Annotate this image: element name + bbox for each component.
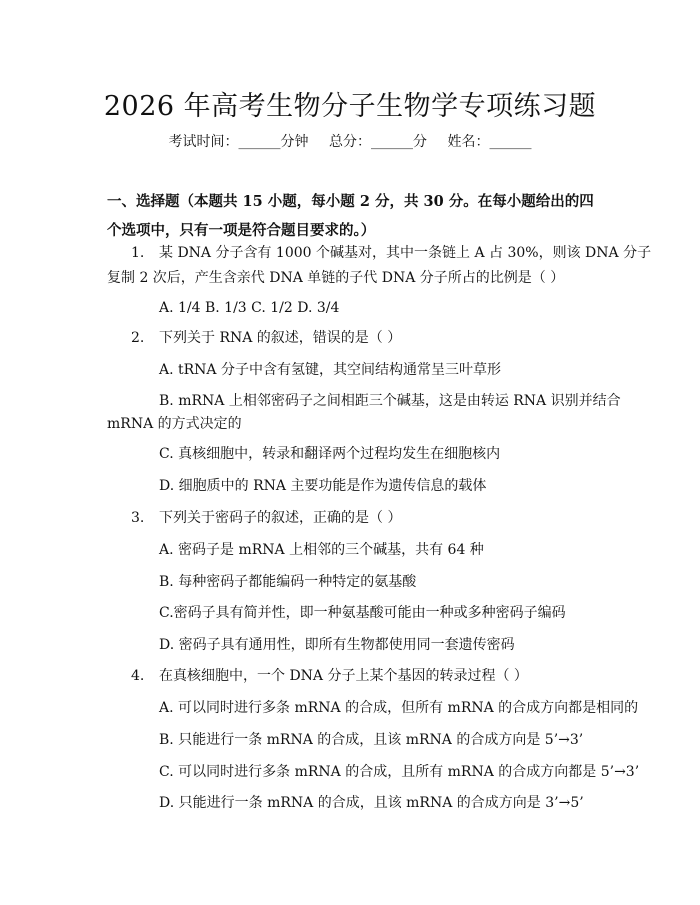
question-3-option-d: D. 密码子具有通用性，即所有生物都使用同一套遗传密码 (159, 637, 515, 653)
question-1-options: A. 1/4 B. 1/3 C. 1/2 D. 3/4 (159, 300, 340, 316)
question-text: 某 DNA 分子含有 1000 个碱基对，其中一条链上 A 占 30%，则该 DNA 分子 (159, 245, 652, 261)
question-4-option-a: A. 可以同时进行多条 mRNA 的合成，但所有 mRNA 的合成方向都是相同的 (159, 700, 639, 716)
total-score-field: 总分：______分 (329, 134, 427, 150)
question-3-option-c: C.密码子具有简并性，即一种氨基酸可能由一种或多种密码子编码 (159, 605, 566, 621)
question-4-option-b: B. 只能进行一条 mRNA 的合成，且该 mRNA 的合成方向是 5’→3’ (159, 732, 584, 748)
question-text: 在真核细胞中，一个 DNA 分子上某个基因的转录过程（ ） (159, 668, 528, 684)
exam-time-field: 考试时间：______分钟 (168, 134, 309, 150)
question-number: 2. (131, 330, 145, 346)
question-number: 3. (131, 510, 145, 526)
question-2-option-c: C. 真核细胞中，转录和翻译两个过程均发生在细胞核内 (159, 446, 501, 462)
question-1-stem-continued: 复制 2 次后，产生含亲代 DNA 单链的子代 DNA 分子所占的比例是（ ） (107, 270, 565, 286)
question-text: 下列关于 RNA 的叙述，错误的是（ ） (159, 330, 402, 346)
question-text: 下列关于密码子的叙述，正确的是（ ） (159, 510, 402, 526)
question-1-stem (131, 241, 651, 266)
question-3-option-a: A. 密码子是 mRNA 上相邻的三个碱基，共有 64 种 (159, 542, 484, 558)
page-title: 2026 年高考生物分子生物学专项练习题 (103, 91, 597, 122)
question-number: 4. (131, 668, 145, 684)
question-2-option-b: B. mRNA 上相邻密码子之间相距三个碱基，这是由转运 RNA 识别并结合 (159, 393, 621, 409)
question-number: 1. (131, 245, 145, 261)
student-name-field: 姓名：______ (447, 134, 532, 150)
exam-meta (0, 131, 700, 151)
question-2-option-b-continued: mRNA 的方式决定的 (107, 416, 242, 432)
question-2-option-d: D. 细胞质中的 RNA 主要功能是作为遗传信息的载体 (159, 478, 487, 494)
question-2-stem (131, 326, 401, 351)
question-4-option-d: D. 只能进行一条 mRNA 的合成，且该 mRNA 的合成方向是 3’→5’ (159, 795, 584, 811)
question-3-option-b: B. 每种密码子都能编码一种特定的氨基酸 (159, 574, 417, 590)
question-3-stem (131, 506, 401, 531)
question-4-stem (131, 664, 528, 689)
section-heading: 一、选择题（本题共 15 小题，每小题 2 分，共 30 分。在每小题给出的四个选项中，只有一项是符合题目要求的。） (107, 193, 594, 239)
question-4-option-c: C. 可以同时进行多条 mRNA 的合成，且所有 mRNA 的合成方向都是 5’→3’ (159, 764, 640, 780)
question-2-option-a: A. tRNA 分子中含有氢键，其空间结构通常呈三叶草形 (159, 362, 501, 378)
